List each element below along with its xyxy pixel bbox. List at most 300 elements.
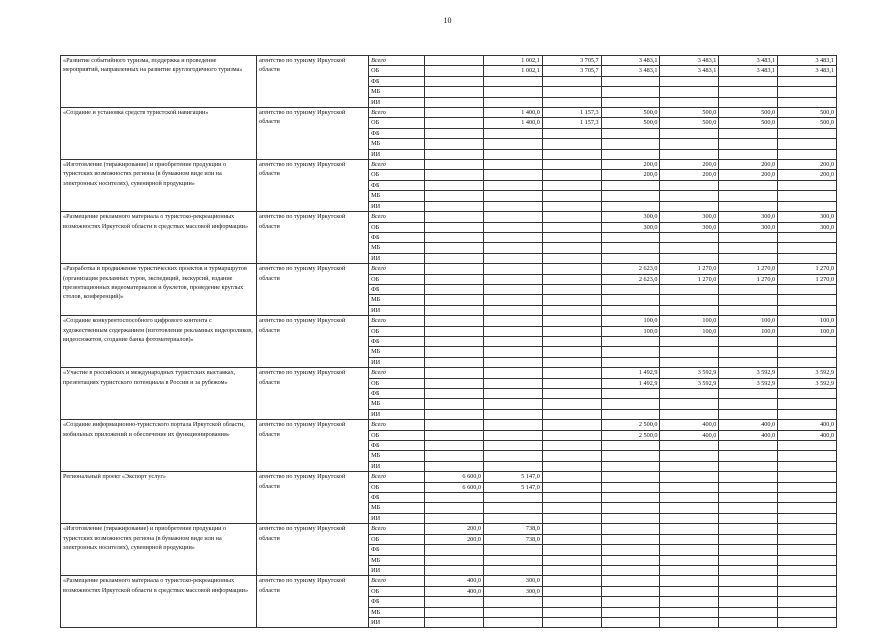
table-row — [61, 264, 837, 274]
amount-cell — [660, 534, 719, 544]
amount-cell — [719, 191, 778, 201]
amount-cell — [660, 472, 719, 482]
amount-cell: 200,0 — [425, 534, 484, 544]
amount-cell — [601, 472, 660, 482]
amount-cell — [778, 545, 837, 555]
amount-cell — [601, 243, 660, 253]
amount-cell — [719, 253, 778, 263]
amount-cell: 200,0 — [719, 160, 778, 170]
amount-cell — [778, 472, 837, 482]
amount-cell — [719, 409, 778, 419]
amount-cell: 100,0 — [719, 326, 778, 336]
amount-cell — [778, 513, 837, 523]
amount-cell — [601, 347, 660, 357]
amount-cell — [719, 513, 778, 523]
funding-source-label: МБ — [369, 607, 425, 617]
amount-cell: 400,0 — [778, 430, 837, 440]
amount-cell: 1 492,9 — [601, 378, 660, 388]
amount-cell — [719, 597, 778, 607]
amount-cell — [542, 472, 601, 482]
table-row — [61, 160, 837, 170]
amount-cell — [601, 399, 660, 409]
funding-source-label: ОБ — [369, 222, 425, 232]
amount-cell: 300,0 — [660, 212, 719, 222]
amount-cell — [483, 316, 542, 326]
amount-cell — [778, 555, 837, 565]
amount-cell — [601, 555, 660, 565]
amount-cell — [425, 461, 484, 471]
amount-cell — [660, 389, 719, 399]
amount-cell — [483, 128, 542, 138]
amount-cell — [719, 76, 778, 86]
amount-cell — [483, 430, 542, 440]
funding-source-label: ИИ — [369, 149, 425, 159]
executor-name: агентство по туризму Иркутской области — [257, 108, 369, 160]
amount-cell — [542, 326, 601, 336]
funding-source-label: МБ — [369, 139, 425, 149]
amount-cell — [778, 597, 837, 607]
amount-cell: 200,0 — [719, 170, 778, 180]
amount-cell — [719, 243, 778, 253]
amount-cell — [660, 191, 719, 201]
amount-cell — [483, 232, 542, 242]
amount-cell: 1 270,0 — [660, 274, 719, 284]
funding-source-label: ФБ — [369, 493, 425, 503]
amount-cell — [778, 409, 837, 419]
amount-cell — [719, 128, 778, 138]
funding-source-label: ИИ — [369, 253, 425, 263]
amount-cell — [719, 347, 778, 357]
amount-cell — [601, 524, 660, 534]
amount-cell: 500,0 — [601, 108, 660, 118]
amount-cell — [483, 555, 542, 565]
amount-cell — [542, 597, 601, 607]
amount-cell — [778, 461, 837, 471]
amount-cell — [425, 326, 484, 336]
amount-cell — [542, 389, 601, 399]
amount-cell — [542, 170, 601, 180]
amount-cell — [719, 201, 778, 211]
activity-name: «Изготовление (тиражирование) и приобретение продукции о туристских возможностях региона (в бумажном виде или на электронных носителях), сувенирной продукции» — [61, 160, 257, 212]
amount-cell — [719, 555, 778, 565]
amount-cell — [483, 305, 542, 315]
amount-cell — [425, 222, 484, 232]
amount-cell — [719, 534, 778, 544]
amount-cell — [601, 503, 660, 513]
amount-cell: 200,0 — [778, 170, 837, 180]
amount-cell: 100,0 — [719, 316, 778, 326]
amount-cell — [719, 545, 778, 555]
amount-cell — [660, 461, 719, 471]
amount-cell — [601, 180, 660, 190]
amount-cell — [542, 607, 601, 617]
amount-cell — [483, 513, 542, 523]
amount-cell — [719, 493, 778, 503]
amount-cell — [483, 409, 542, 419]
amount-cell — [483, 284, 542, 294]
amount-cell: 500,0 — [778, 108, 837, 118]
amount-cell: 3 483,1 — [660, 66, 719, 76]
amount-cell — [542, 284, 601, 294]
funding-source-label: Всего — [369, 368, 425, 378]
amount-cell — [601, 201, 660, 211]
amount-cell — [719, 389, 778, 399]
amount-cell: 738,0 — [483, 534, 542, 544]
amount-cell: 200,0 — [660, 170, 719, 180]
amount-cell — [425, 191, 484, 201]
amount-cell — [425, 66, 484, 76]
amount-cell — [425, 253, 484, 263]
amount-cell: 3 592,9 — [778, 368, 837, 378]
funding-source-label: ИИ — [369, 617, 425, 627]
funding-source-label: МБ — [369, 87, 425, 97]
funding-source-label: МБ — [369, 347, 425, 357]
amount-cell: 200,0 — [660, 160, 719, 170]
amount-cell — [483, 607, 542, 617]
amount-cell — [542, 368, 601, 378]
amount-cell: 100,0 — [601, 316, 660, 326]
amount-cell — [483, 191, 542, 201]
table-row — [61, 108, 837, 118]
amount-cell — [483, 420, 542, 430]
amount-cell: 300,0 — [778, 212, 837, 222]
amount-cell — [542, 232, 601, 242]
amount-cell — [542, 253, 601, 263]
amount-cell — [425, 108, 484, 118]
executor-name: агентство по туризму Иркутской области — [257, 524, 369, 576]
amount-cell — [425, 555, 484, 565]
amount-cell — [778, 284, 837, 294]
amount-cell — [719, 305, 778, 315]
amount-cell — [660, 513, 719, 523]
amount-cell: 1 400,0 — [483, 108, 542, 118]
amount-cell: 300,0 — [719, 212, 778, 222]
amount-cell — [660, 139, 719, 149]
amount-cell — [719, 524, 778, 534]
amount-cell — [601, 128, 660, 138]
amount-cell — [778, 586, 837, 596]
amount-cell — [778, 524, 837, 534]
amount-cell — [778, 565, 837, 575]
amount-cell — [719, 451, 778, 461]
funding-source-label: ИИ — [369, 97, 425, 107]
amount-cell — [660, 243, 719, 253]
amount-cell — [425, 409, 484, 419]
funding-source-label: Всего — [369, 316, 425, 326]
amount-cell — [778, 399, 837, 409]
amount-cell — [660, 76, 719, 86]
amount-cell — [778, 389, 837, 399]
amount-cell — [660, 441, 719, 451]
amount-cell — [542, 243, 601, 253]
amount-cell: 3 483,1 — [778, 56, 837, 66]
amount-cell — [601, 357, 660, 367]
funding-source-label: Всего — [369, 108, 425, 118]
amount-cell — [719, 586, 778, 596]
amount-cell — [778, 617, 837, 627]
amount-cell — [778, 243, 837, 253]
amount-cell — [601, 513, 660, 523]
amount-cell — [660, 97, 719, 107]
amount-cell — [425, 357, 484, 367]
funding-source-label: ИИ — [369, 409, 425, 419]
amount-cell — [425, 56, 484, 66]
amount-cell — [719, 180, 778, 190]
table-row — [61, 316, 837, 326]
amount-cell — [719, 232, 778, 242]
amount-cell — [660, 295, 719, 305]
amount-cell — [660, 597, 719, 607]
amount-cell: 5 147,0 — [483, 472, 542, 482]
amount-cell: 500,0 — [601, 118, 660, 128]
amount-cell — [483, 503, 542, 513]
amount-cell — [483, 493, 542, 503]
amount-cell: 6 600,0 — [425, 482, 484, 492]
amount-cell — [660, 305, 719, 315]
amount-cell — [719, 336, 778, 346]
amount-cell — [425, 378, 484, 388]
funding-source-label: ИИ — [369, 461, 425, 471]
funding-source-label: Всего — [369, 160, 425, 170]
amount-cell — [542, 555, 601, 565]
amount-cell — [542, 482, 601, 492]
amount-cell — [483, 149, 542, 159]
amount-cell: 300,0 — [719, 222, 778, 232]
executor-name: агентство по туризму Иркутской области — [257, 368, 369, 420]
amount-cell: 400,0 — [719, 420, 778, 430]
amount-cell: 1 270,0 — [660, 264, 719, 274]
amount-cell: 1 002,1 — [483, 66, 542, 76]
amount-cell — [719, 607, 778, 617]
amount-cell — [425, 347, 484, 357]
amount-cell — [483, 451, 542, 461]
amount-cell — [425, 545, 484, 555]
amount-cell — [425, 316, 484, 326]
amount-cell: 3 592,9 — [719, 368, 778, 378]
amount-cell: 3 483,1 — [601, 66, 660, 76]
amount-cell — [542, 493, 601, 503]
amount-cell — [425, 243, 484, 253]
amount-cell: 3 483,1 — [719, 66, 778, 76]
amount-cell — [542, 524, 601, 534]
funding-source-label: ОБ — [369, 66, 425, 76]
amount-cell — [601, 586, 660, 596]
amount-cell — [483, 368, 542, 378]
amount-cell: 400,0 — [660, 420, 719, 430]
amount-cell — [778, 493, 837, 503]
amount-cell — [601, 76, 660, 86]
amount-cell — [601, 295, 660, 305]
amount-cell: 3 483,1 — [778, 66, 837, 76]
amount-cell — [425, 284, 484, 294]
amount-cell — [778, 336, 837, 346]
amount-cell — [778, 97, 837, 107]
executor-name: агентство по туризму Иркутской области — [257, 316, 369, 368]
amount-cell: 300,0 — [483, 586, 542, 596]
amount-cell: 300,0 — [601, 212, 660, 222]
amount-cell: 6 600,0 — [425, 472, 484, 482]
activity-name: «Размещение рекламного материала о туристско-рекреационных возможностях Иркутской области в средствах массовой информации» — [61, 212, 257, 264]
amount-cell — [542, 534, 601, 544]
amount-cell — [542, 160, 601, 170]
amount-cell — [425, 149, 484, 159]
amount-cell — [719, 357, 778, 367]
amount-cell — [483, 212, 542, 222]
amount-cell — [425, 493, 484, 503]
amount-cell — [425, 617, 484, 627]
amount-cell — [601, 409, 660, 419]
budget-table-body — [61, 56, 837, 628]
funding-source-label: ФБ — [369, 336, 425, 346]
funding-source-label: МБ — [369, 555, 425, 565]
activity-name: «Участие в российских и международных туристских выставках, презентациях туристского потенциала в России и за рубежом» — [61, 368, 257, 420]
amount-cell — [778, 201, 837, 211]
amount-cell: 300,0 — [660, 222, 719, 232]
amount-cell — [719, 461, 778, 471]
amount-cell — [542, 586, 601, 596]
amount-cell: 400,0 — [425, 586, 484, 596]
amount-cell — [542, 347, 601, 357]
amount-cell: 2 623,0 — [601, 264, 660, 274]
amount-cell — [601, 482, 660, 492]
amount-cell — [542, 76, 601, 86]
executor-name: агентство по туризму Иркутской области — [257, 264, 369, 316]
amount-cell — [601, 253, 660, 263]
amount-cell — [425, 607, 484, 617]
amount-cell — [483, 160, 542, 170]
funding-source-label: Всего — [369, 264, 425, 274]
amount-cell — [660, 482, 719, 492]
amount-cell — [660, 284, 719, 294]
amount-cell — [483, 243, 542, 253]
amount-cell — [483, 357, 542, 367]
amount-cell — [601, 191, 660, 201]
amount-cell — [483, 336, 542, 346]
amount-cell — [542, 461, 601, 471]
amount-cell — [425, 76, 484, 86]
amount-cell — [660, 617, 719, 627]
amount-cell — [778, 191, 837, 201]
amount-cell: 100,0 — [778, 326, 837, 336]
amount-cell: 3 705,7 — [542, 66, 601, 76]
amount-cell: 500,0 — [719, 118, 778, 128]
amount-cell — [542, 357, 601, 367]
table-row — [61, 524, 837, 534]
amount-cell — [778, 576, 837, 586]
amount-cell — [483, 389, 542, 399]
amount-cell — [483, 180, 542, 190]
budget-table — [60, 55, 837, 628]
amount-cell — [483, 597, 542, 607]
amount-cell: 100,0 — [660, 326, 719, 336]
amount-cell — [778, 305, 837, 315]
amount-cell — [425, 389, 484, 399]
amount-cell — [660, 409, 719, 419]
amount-cell — [719, 565, 778, 575]
amount-cell — [542, 149, 601, 159]
funding-source-label: ОБ — [369, 326, 425, 336]
amount-cell — [425, 336, 484, 346]
amount-cell — [483, 170, 542, 180]
executor-name: агентство по туризму Иркутской области — [257, 56, 369, 108]
table-row — [61, 420, 837, 430]
table-row — [61, 472, 837, 482]
amount-cell — [542, 430, 601, 440]
activity-name: «Создание информационно-туристского портала Иркутской области, мобильных приложений и обеспечение их функционирования» — [61, 420, 257, 472]
amount-cell — [719, 295, 778, 305]
amount-cell — [425, 128, 484, 138]
amount-cell: 200,0 — [601, 170, 660, 180]
funding-source-label: ОБ — [369, 274, 425, 284]
amount-cell — [778, 149, 837, 159]
amount-cell — [601, 565, 660, 575]
table-row — [61, 368, 837, 378]
amount-cell — [483, 97, 542, 107]
amount-cell — [542, 191, 601, 201]
amount-cell: 500,0 — [778, 118, 837, 128]
amount-cell — [601, 617, 660, 627]
amount-cell: 3 483,1 — [601, 56, 660, 66]
amount-cell: 3 483,1 — [660, 56, 719, 66]
amount-cell — [601, 461, 660, 471]
amount-cell: 400,0 — [778, 420, 837, 430]
amount-cell — [660, 493, 719, 503]
funding-source-label: ОБ — [369, 118, 425, 128]
amount-cell — [542, 180, 601, 190]
funding-source-label: ОБ — [369, 170, 425, 180]
funding-source-label: ФБ — [369, 284, 425, 294]
amount-cell — [719, 97, 778, 107]
executor-name: агентство по туризму Иркутской области — [257, 576, 369, 628]
amount-cell — [778, 128, 837, 138]
activity-name: «Создание конкурентоспособного цифрового контента с художественным содержанием (изготовление рекламных видеороликов, видеосюжетов, создание банка фотоматериалов)» — [61, 316, 257, 368]
amount-cell — [601, 139, 660, 149]
table-row — [61, 56, 837, 66]
funding-source-label: ОБ — [369, 586, 425, 596]
amount-cell — [542, 513, 601, 523]
activity-name: «Разработка и продвижение туристических проектов и турмаршрутов (организация рекламных туров, экспедиций, экскурсий, издание презентационных видеоматериалов и буклетов, проведение круглых столов, конференций)» — [61, 264, 257, 316]
amount-cell — [660, 87, 719, 97]
amount-cell — [425, 87, 484, 97]
funding-source-label: Всего — [369, 472, 425, 482]
amount-cell: 200,0 — [778, 160, 837, 170]
amount-cell — [719, 503, 778, 513]
table-row — [61, 576, 837, 586]
amount-cell — [483, 274, 542, 284]
amount-cell: 200,0 — [425, 524, 484, 534]
amount-cell — [660, 524, 719, 534]
amount-cell — [778, 607, 837, 617]
amount-cell: 1 400,0 — [483, 118, 542, 128]
amount-cell — [542, 139, 601, 149]
amount-cell — [425, 212, 484, 222]
amount-cell — [483, 139, 542, 149]
amount-cell — [542, 420, 601, 430]
amount-cell — [425, 118, 484, 128]
amount-cell — [483, 222, 542, 232]
amount-cell — [425, 597, 484, 607]
amount-cell — [425, 295, 484, 305]
amount-cell — [778, 534, 837, 544]
amount-cell — [483, 253, 542, 263]
amount-cell — [483, 399, 542, 409]
amount-cell — [601, 284, 660, 294]
amount-cell — [542, 441, 601, 451]
funding-source-label: МБ — [369, 191, 425, 201]
funding-source-label: ОБ — [369, 482, 425, 492]
amount-cell — [778, 441, 837, 451]
amount-cell — [483, 617, 542, 627]
